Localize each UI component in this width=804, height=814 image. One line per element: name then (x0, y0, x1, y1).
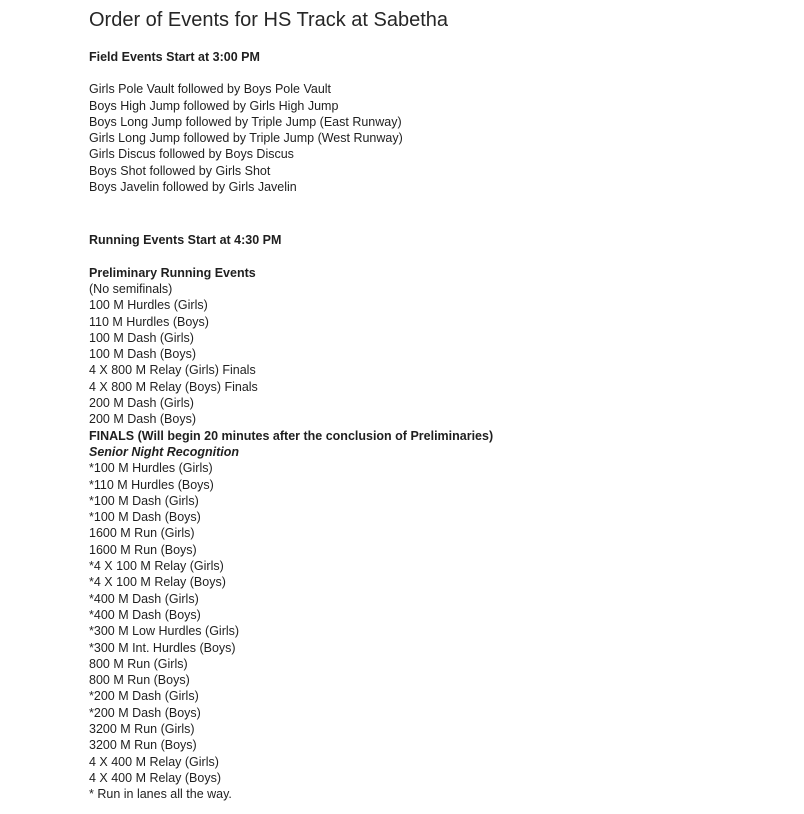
finals-event-item: 800 M Run (Girls) (89, 656, 188, 671)
running-events-heading: Running Events Start at 4:30 PM (89, 233, 282, 248)
finals-event-item: *110 M Hurdles (Boys) (89, 477, 214, 492)
senior-night-label: Senior Night Recognition (89, 444, 239, 459)
field-event-item: Boys Javelin followed by Girls Javelin (89, 180, 297, 195)
prelim-event-item: 4 X 800 M Relay (Girls) Finals (89, 363, 256, 378)
field-events-heading: Field Events Start at 3:00 PM (89, 50, 260, 64)
prelim-event-item: 110 M Hurdles (Boys) (89, 314, 209, 329)
document (89, 8, 789, 802)
finals-event-item: *400 M Dash (Boys) (89, 607, 201, 622)
finals-event-item: 1600 M Run (Boys) (89, 542, 197, 557)
field-events-list (89, 81, 789, 195)
field-event-item: Boys High Jump followed by Girls High Jump (89, 98, 339, 113)
finals-event-item: *4 X 100 M Relay (Boys) (89, 575, 226, 590)
finals-event-item: 3200 M Run (Girls) (89, 721, 195, 736)
finals-event-item: *100 M Hurdles (Girls) (89, 461, 213, 476)
finals-event-item: *100 M Dash (Girls) (89, 493, 199, 508)
prelim-event-item: 100 M Hurdles (Girls) (89, 298, 208, 313)
finals-event-item: 3200 M Run (Boys) (89, 738, 197, 753)
finals-event-item: *300 M Int. Hurdles (Boys) (89, 640, 236, 655)
prelim-event-item: 200 M Dash (Boys) (89, 412, 196, 427)
field-event-item: Girls Pole Vault followed by Boys Pole Vault (89, 82, 332, 97)
page-title: Order of Events for HS Track at Sabetha (89, 9, 449, 31)
field-event-item: Boys Shot followed by Girls Shot (89, 163, 271, 178)
finals-event-item: *4 X 100 M Relay (Girls) (89, 559, 224, 574)
prelim-event-item: 100 M Dash (Boys) (89, 347, 196, 362)
lanes-footnote: * Run in lanes all the way. (89, 787, 232, 802)
prelim-note: (No semifinals) (89, 281, 173, 296)
finals-heading: FINALS (Will begin 20 minutes after the conclusion of Preliminaries) (89, 428, 494, 443)
field-event-item: Girls Long Jump followed by Triple Jump (West Runway) (89, 131, 403, 146)
prelim-event-item: 200 M Dash (Girls) (89, 396, 194, 411)
finals-event-item: 800 M Run (Boys) (89, 673, 190, 688)
prelim-events-list (89, 297, 789, 427)
field-event-item: Girls Discus followed by Boys Discus (89, 147, 294, 162)
prelim-event-item: 4 X 800 M Relay (Boys) Finals (89, 379, 258, 394)
finals-event-item: 4 X 400 M Relay (Boys) (89, 770, 221, 785)
prelim-event-item: 100 M Dash (Girls) (89, 330, 194, 345)
finals-event-item: 1600 M Run (Girls) (89, 526, 195, 541)
finals-event-item: *200 M Dash (Girls) (89, 689, 199, 704)
finals-event-item: *400 M Dash (Girls) (89, 591, 199, 606)
prelim-heading: Preliminary Running Events (89, 265, 256, 280)
finals-event-item: 4 X 400 M Relay (Girls) (89, 754, 219, 769)
finals-event-item: *300 M Low Hurdles (Girls) (89, 624, 240, 639)
finals-events-list (89, 460, 789, 786)
finals-event-item: *100 M Dash (Boys) (89, 510, 201, 525)
field-event-item: Boys Long Jump followed by Triple Jump (East Runway) (89, 114, 402, 129)
finals-event-item: *200 M Dash (Boys) (89, 705, 201, 720)
